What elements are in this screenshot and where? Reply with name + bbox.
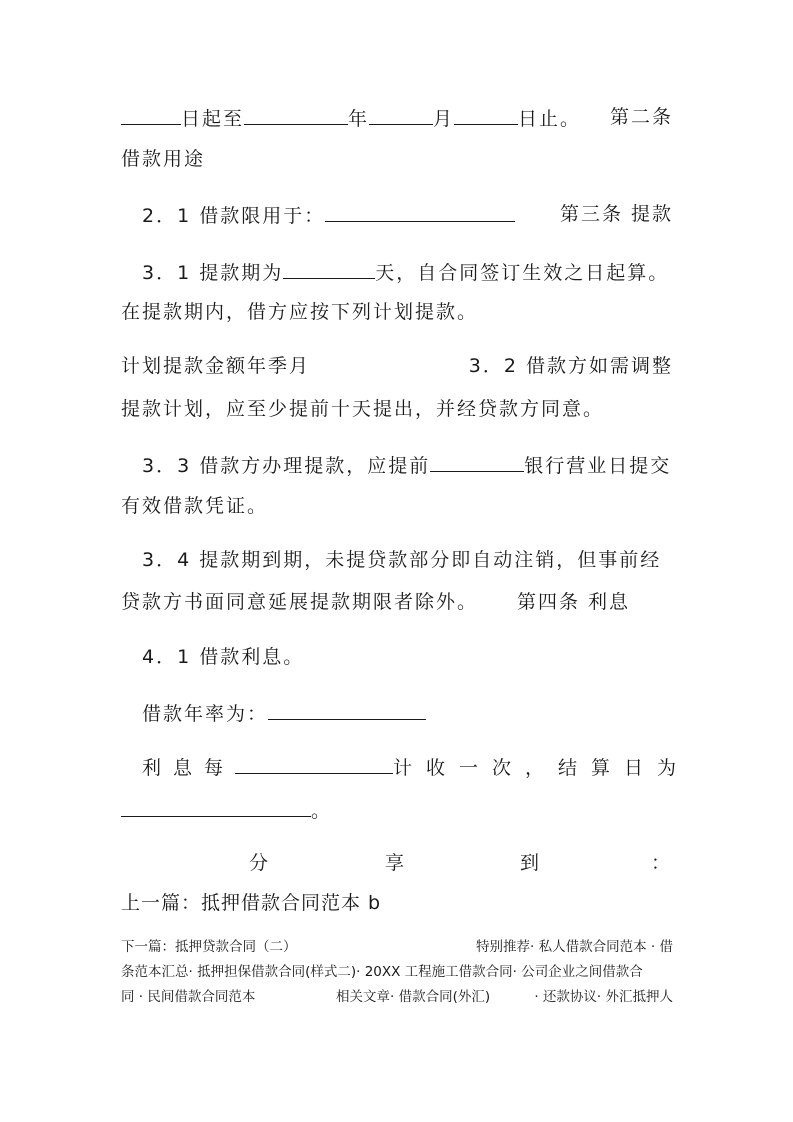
text-line-14	[142, 753, 691, 781]
blank-advance-days	[430, 451, 524, 472]
text-line-7: 提款计划，应至少提前十天提出，并经贷款方同意。	[121, 398, 605, 420]
text-line-9: 有效借款凭证。	[121, 495, 269, 517]
blank-loan-purpose	[325, 201, 515, 222]
blank-draw-days	[283, 258, 375, 279]
footer-row-1	[121, 938, 673, 956]
text-line-12: 4．1 借款利息。	[142, 646, 305, 668]
footer-row-2[interactable]: 条范本汇总· 抵押担保借款合同(样式二)· 20XX 工程施工借款合同· 公司企业之间借款合	[121, 964, 643, 980]
text-line-11	[121, 589, 673, 615]
article-3-heading: 第三条 提款	[559, 203, 673, 225]
share-char-3: 到	[520, 852, 542, 874]
interest-every-label: 利息每	[142, 757, 236, 779]
annual-rate-label: 借款年率为：	[142, 703, 269, 725]
clause-3-2: 3．2 借款方如需调整	[468, 355, 673, 377]
article-4-heading: 第四条 利息	[517, 591, 631, 613]
blank-end-year	[244, 104, 348, 125]
text-line-6	[121, 353, 673, 379]
text-line-2: 借款用途	[121, 148, 206, 170]
blank-end-day	[454, 104, 518, 125]
related-articles-link[interactable]: 相关文章· 借款合同(外汇)	[336, 989, 491, 1005]
clause-3-1-rest: 天，自合同签订生效之日起算。	[375, 262, 670, 284]
clause-3-1: 3．1 提款期为	[142, 262, 284, 284]
clause-3-4-rest: 贷款方书面同意延展提款期限者除外。	[121, 591, 479, 613]
share-char-2: 享	[385, 852, 407, 874]
period-mark: 。	[311, 800, 333, 822]
repayment-links[interactable]: · 还款协议· 外汇抵押人	[534, 989, 673, 1005]
clause-2-1: 2．1 借款限用于：	[142, 205, 326, 227]
text-line-8	[142, 451, 673, 479]
blank-end-month	[369, 104, 433, 125]
text-from: 日起至	[181, 108, 245, 130]
text-line-1	[121, 104, 673, 132]
clause-3-3-rest: 银行营业日提交	[524, 455, 672, 477]
text-line-5: 在提款期内，借方应按下列计划提款。	[121, 301, 479, 323]
footer-row-3	[121, 988, 673, 1006]
blank-annual-rate	[268, 699, 426, 720]
text-line-3	[142, 201, 673, 229]
text-month: 月	[433, 108, 455, 130]
next-article-link[interactable]: 下一篇：抵押贷款合同（二）	[121, 939, 297, 955]
text-year: 年	[348, 108, 370, 130]
share-char-4: ：	[651, 852, 673, 874]
article-2-heading: 第二条	[609, 106, 673, 128]
text-end: 日止。	[518, 108, 582, 130]
clause-3-3: 3．3 借款方办理提款，应提前	[142, 455, 431, 477]
folk-loan-link[interactable]: 同 · 民间借款合同范本	[121, 989, 256, 1005]
prev-article-link[interactable]: 上一篇：抵押借款合同范本 b	[121, 892, 382, 914]
text-line-13	[142, 699, 673, 727]
recommend-links[interactable]: 特别推荐· 私人借款合同范本 · 借	[476, 939, 673, 955]
blank-interest-period	[235, 753, 393, 774]
blank-start-day	[121, 104, 181, 125]
plan-table-header: 计划提款金额年季月	[121, 355, 311, 377]
text-line-10: 3．4 提款期到期，未提贷款部分即自动注销，但事前经	[142, 549, 662, 571]
text-line-4	[142, 258, 673, 286]
blank-settlement-day	[121, 796, 311, 817]
settlement-label: 计收一次，结算日为	[393, 757, 691, 779]
text-line-15	[121, 796, 673, 824]
share-char-1: 分	[249, 852, 271, 874]
